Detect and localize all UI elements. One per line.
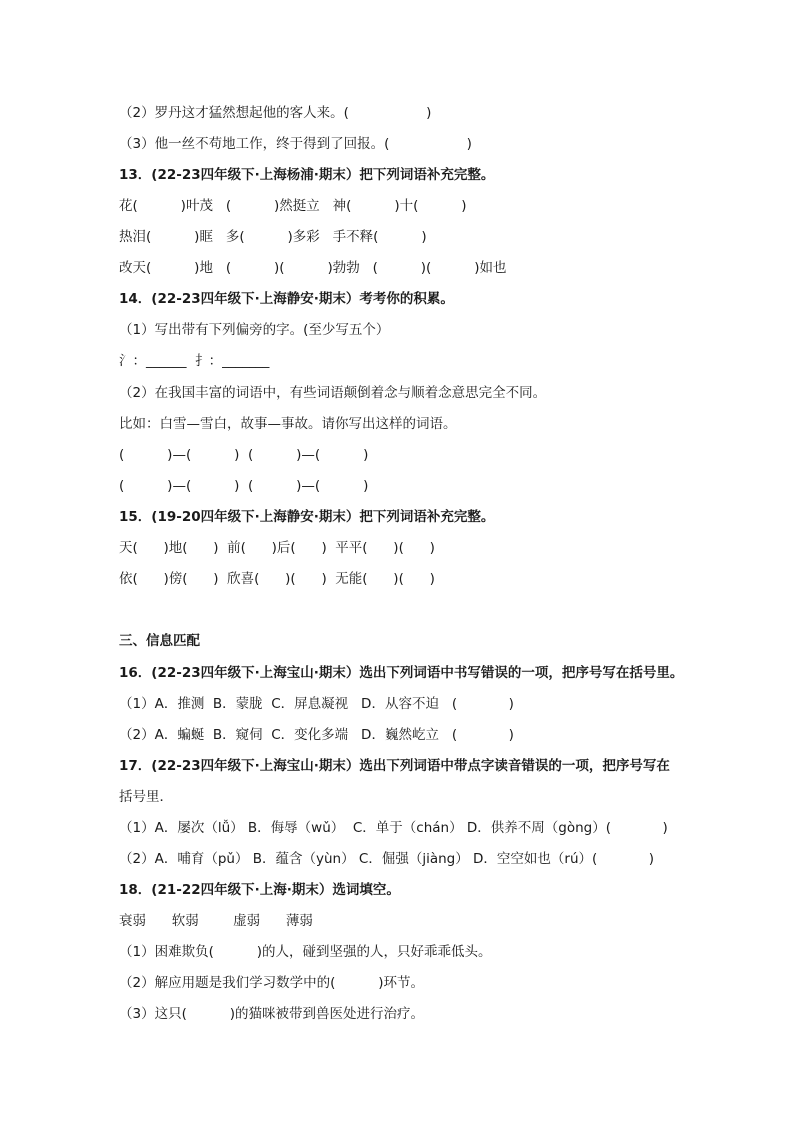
q13-row-3: 改天( )地 ( )( )勃勃 ( )( )如也 [119, 260, 507, 276]
q14-part-2: （2）在我国丰富的词语中，有些词语颠倒着念与顺着念意思完全不同。 [119, 385, 547, 401]
q14-blank-row-2: ( )—( ) ( )—( ) [119, 478, 369, 494]
q14-blank-row-1: ( )—( ) ( )—( ) [119, 447, 369, 463]
q12-item-2: （2）罗丹这才猛然想起他的客人来。( ) [119, 105, 432, 121]
q18-word-bank: 衰弱 软弱 虚弱 薄弱 [119, 913, 313, 929]
q14-example: 比如：白雪—雪白，故事—事故。请你写出这样的词语。 [119, 416, 457, 432]
q18-heading: 18．(21-22四年级下·上海·期末）选词填空。 [119, 882, 400, 898]
q18-item-1: （1）困难欺负( )的人，碰到坚强的人，只好乖乖低头。 [119, 944, 492, 960]
q13-heading: 13．(22-23四年级下·上海杨浦·期末）把下列词语补充完整。 [119, 167, 495, 183]
q15-heading: 15．(19-20四年级下·上海静安·期末）把下列词语补充完整。 [119, 509, 495, 525]
q14-radical-blanks: 氵：______ 扌：_______ [119, 353, 270, 369]
q17-item-1: （1）A．屡次（lǚ） B．侮辱（wǔ） C．单于（chán） D．供养不周（gòng）( ) [119, 820, 668, 836]
section-three-title: 三、信息匹配 [119, 633, 200, 649]
q16-item-2: （2）A．蝙蜒 B．窥伺 C．变化多端 D．巍然屹立 ( ) [119, 727, 514, 743]
q13-row-2: 热泪( )眶 多( )多彩 手不释( ) [119, 229, 427, 245]
q15-row-1: 天( )地( ) 前( )后( ) 平平( )( ) [119, 540, 435, 556]
q14-heading: 14．(22-23四年级下·上海静安·期末）考考你的积累。 [119, 291, 454, 307]
q17-heading-cont: 括号里． [119, 789, 173, 805]
q17-heading: 17．(22-23四年级下·上海宝山·期末）选出下列词语中带点字读音错误的一项，把序号写在 [119, 758, 670, 774]
q12-item-3: （3）他一丝不苟地工作，终于得到了回报。( ) [119, 136, 472, 152]
q13-row-1: 花( )叶茂 ( )然挺立 神( )十( ) [119, 198, 467, 214]
q18-item-3: （3）这只( )的猫咪被带到兽医处进行治疗。 [119, 1006, 425, 1022]
q18-item-2: （2）解应用题是我们学习数学中的( )环节。 [119, 975, 425, 991]
q15-row-2: 依( )傍( ) 欣喜( )( ) 无能( )( ) [119, 571, 435, 587]
q16-heading: 16．(22-23四年级下·上海宝山·期末）选出下列词语中书写错误的一项，把序号写在括号里。 [119, 665, 684, 681]
q16-item-1: （1）A．推测 B．蒙胧 C．屏息凝视 D．从容不迫 ( ) [119, 696, 514, 712]
q17-item-2: （2）A．哺育（pǔ） B．蕴含（yùn） C．倔强（jiàng） D．空空如也（rú）( ) [119, 851, 655, 867]
q14-part-1: （1）写出带有下列偏旁的字。(至少写五个） [119, 322, 390, 338]
